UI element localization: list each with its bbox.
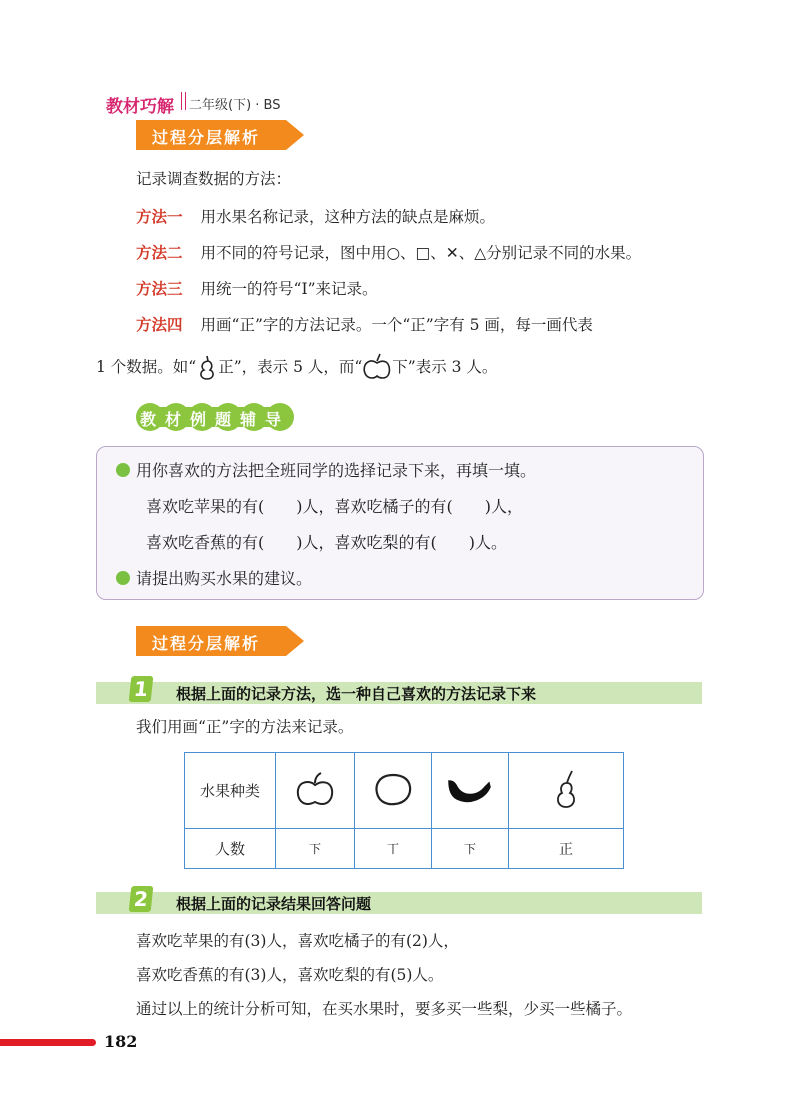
- bullet-dot-icon: [116, 463, 130, 477]
- method-text: 分别记录不同的水果。: [486, 244, 642, 262]
- step-1-header: [96, 677, 702, 704]
- tally-table: [184, 752, 624, 869]
- methods-intro: 记录调查数据的方法：: [136, 170, 292, 188]
- example-banner: [136, 402, 296, 432]
- grade-label: 二年级(下) · BS: [189, 98, 281, 113]
- conclusion: 通过以上的统计分析可知，在买水果时，要多买一些梨，少买一些橘子。: [136, 1000, 633, 1018]
- table-header-cell: 水果种类: [185, 753, 276, 829]
- header-divider: [181, 92, 186, 110]
- method-1: [136, 206, 495, 228]
- pear-icon: [196, 352, 218, 380]
- text-fragment: 正”，表示 5 人，而“: [218, 358, 363, 376]
- method-text: 用不同的符号记录，图中用: [200, 244, 387, 262]
- method-label: 方法三: [136, 280, 183, 298]
- step-2-header: [96, 887, 702, 914]
- step-title: 根据上面的记录结果回答问题: [176, 895, 372, 913]
- method-2: [136, 242, 641, 264]
- method-label: 方法一: [136, 208, 183, 226]
- apple-icon: [293, 769, 337, 809]
- tally-cell: 正: [509, 829, 624, 869]
- section-banner-analysis: [136, 120, 306, 150]
- question-text: 用你喜欢的方法把全班同学的选择记录下来，再填一填。: [136, 461, 537, 480]
- question-1-line-3: 喜欢吃香蕉的有( )人，喜欢吃梨的有( )人。: [146, 533, 507, 552]
- table-header-cell: 人数: [185, 829, 276, 869]
- bullet-dot-icon: [116, 571, 130, 585]
- method-3: [136, 278, 378, 300]
- method-label: 方法四: [136, 316, 183, 334]
- section-banner-analysis-2: [136, 626, 306, 656]
- text-fragment: 下”表示 3 人。: [392, 358, 498, 376]
- banner-title: 过程分层解析: [152, 634, 261, 653]
- tally-cell: 下: [276, 829, 355, 869]
- step-number: 1: [129, 676, 154, 702]
- apple-icon: [362, 352, 392, 380]
- question-1-line-2: 喜欢吃苹果的有( )人，喜欢吃橘子的有( )人，: [146, 497, 523, 516]
- table-cell: [276, 753, 355, 829]
- table-row: [185, 753, 624, 829]
- method-4-continued: [96, 352, 497, 381]
- book-brand: 教材巧解: [106, 97, 174, 117]
- step-title: 根据上面的记录方法，选一种自己喜欢的方法记录下来: [176, 685, 537, 703]
- table-cell: [509, 753, 624, 829]
- table-cell: [432, 753, 509, 829]
- question-2: [116, 568, 312, 590]
- banner-title: 过程分层解析: [152, 128, 261, 147]
- table-cell: [355, 753, 432, 829]
- pear-icon: [548, 767, 584, 811]
- tally-cell: 下: [432, 829, 509, 869]
- page-bar: [0, 1039, 96, 1046]
- method-text: 用水果名称记录，这种方法的缺点是麻烦。: [200, 208, 496, 226]
- answer-line-2: 喜欢吃香蕉的有(3)人，喜欢吃梨的有(5)人。: [136, 966, 444, 984]
- method-text: 用画“正”字的方法记录。一个“正”字有 5 画，每一画代表: [200, 316, 593, 334]
- question-text: 请提出购买水果的建议。: [136, 569, 313, 588]
- banner-title: 教材例题辅导: [140, 410, 291, 429]
- banana-icon: [445, 769, 495, 809]
- tally-cell: 丅: [355, 829, 432, 869]
- table-row: [185, 829, 624, 869]
- symbols-list: ○、□、✕、△: [386, 244, 487, 262]
- page-number: 182: [104, 1032, 138, 1051]
- step-number: 2: [129, 886, 154, 912]
- method-4: [136, 314, 593, 336]
- step-1-text: 我们用画“正”字的方法来记录。: [136, 718, 354, 736]
- question-1: [116, 460, 536, 482]
- answer-line-1: 喜欢吃苹果的有(3)人，喜欢吃橘子的有(2)人，: [136, 932, 459, 950]
- method-label: 方法二: [136, 244, 183, 262]
- method-text: 用统一的符号“Ⅰ”来记录。: [200, 280, 378, 298]
- orange-icon: [371, 769, 415, 809]
- text-fragment: 1 个数据。如“: [96, 358, 197, 376]
